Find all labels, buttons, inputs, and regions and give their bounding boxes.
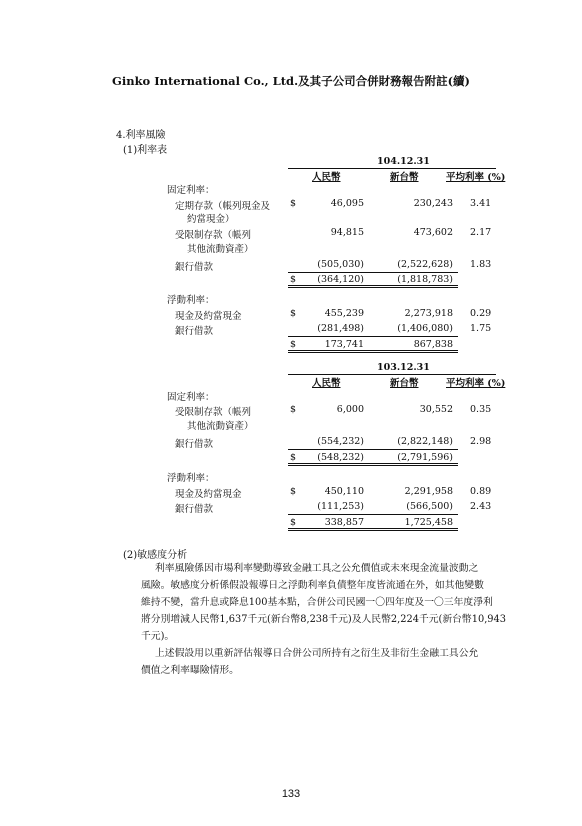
table-date: 104.12.31	[377, 156, 430, 167]
rate-value: 2.17	[470, 227, 492, 238]
floating-rate-label: 浮動利率：	[167, 295, 215, 306]
floating-rate-label: 浮動利率：	[167, 473, 215, 484]
subtotal-rule	[288, 449, 458, 450]
rate-value: 1.75	[470, 323, 492, 334]
currency-symbol: $	[290, 486, 297, 497]
twd-value: 2,291,958	[404, 486, 453, 497]
row-label: 受限制存款（帳列	[175, 407, 252, 418]
total-double-rule	[288, 350, 458, 353]
rmb-total: (364,120)	[317, 274, 364, 285]
rate-value: 0.29	[470, 308, 492, 319]
paragraph-line: 千元)。	[141, 631, 175, 642]
rmb-value: 450,110	[324, 486, 364, 497]
paragraph-line: 價值之利率曝險情形。	[141, 665, 239, 676]
twd-value: (1,406,080)	[397, 323, 453, 334]
twd-total: 1,725,458	[404, 517, 453, 528]
row-label: 銀行借款	[175, 262, 214, 273]
row-label-cont: 約當現金）	[187, 214, 235, 225]
rmb-total: (548,232)	[317, 452, 364, 463]
rate-value: 2.98	[470, 436, 492, 447]
paragraph-line: 維持不變，當升息或降息100基本點，合併公司民國一〇四年度及一〇三年度淨利	[141, 597, 493, 608]
total-double-rule	[288, 528, 458, 531]
twd-value: 473,602	[413, 227, 453, 238]
subsection-heading: (1)利率表	[123, 145, 168, 156]
currency-symbol: $	[290, 339, 297, 350]
rmb-value: (505,030)	[317, 259, 364, 270]
rmb-value: (554,232)	[317, 436, 364, 447]
rate-value: 0.89	[470, 486, 492, 497]
col-header-twd: 新台幣	[390, 172, 419, 183]
total-double-rule	[288, 285, 458, 288]
rmb-total: 173,741	[324, 339, 364, 350]
twd-value: (566,500)	[406, 501, 453, 512]
row-label: 銀行借款	[175, 439, 214, 450]
currency-symbol: $	[290, 308, 297, 319]
section-heading: 4.利率風險	[116, 130, 166, 141]
row-label: 受限制存款（帳列	[175, 230, 252, 241]
rmb-value: 46,095	[330, 198, 364, 209]
col-header-rate: 平均利率 (%)	[446, 378, 506, 389]
currency-symbol: $	[290, 517, 297, 528]
currency-symbol: $	[290, 452, 297, 463]
twd-total: (2,791,596)	[397, 452, 453, 463]
page-number: 133	[281, 788, 301, 800]
row-label: 銀行借款	[175, 504, 214, 515]
col-header-rmb: 人民幣	[312, 378, 341, 389]
subtotal-rule	[288, 336, 458, 337]
row-label-cont: 其他流動資產）	[187, 244, 254, 255]
rate-value: 0.35	[470, 404, 492, 415]
row-label: 現金及約當現金	[175, 311, 242, 322]
row-label: 現金及約當現金	[175, 489, 242, 500]
currency-symbol: $	[290, 274, 297, 285]
rmb-value: (281,498)	[317, 323, 364, 334]
twd-value: (2,522,628)	[397, 259, 453, 270]
col-header-rate: 平均利率 (%)	[446, 172, 506, 183]
row-label: 定期存款（帳列現金及	[175, 201, 271, 212]
fixed-rate-label: 固定利率：	[167, 392, 215, 403]
subtotal-rule	[288, 272, 458, 273]
row-label-cont: 其他流動資產）	[187, 421, 254, 432]
paragraph-line: 風險。敏感度分析係假設報導日之浮動利率負債整年度皆流通在外，如其他變數	[141, 580, 484, 591]
total-double-rule	[288, 463, 458, 466]
rmb-value: 94,815	[330, 227, 364, 238]
paragraph-line: 將分別增減人民幣1,637千元(新台幣8,238千元)及人民幣2,224千元(新台幣10,943	[141, 614, 507, 625]
twd-value: 30,552	[419, 404, 453, 415]
rmb-value: 455,239	[324, 308, 364, 319]
fixed-rate-label: 固定利率：	[167, 185, 215, 196]
rate-value: 1.83	[470, 259, 492, 270]
sensitivity-heading: (2)敏感度分析	[123, 550, 188, 561]
twd-total: (1,818,783)	[397, 274, 453, 285]
col-header-rmb: 人民幣	[312, 172, 341, 183]
table-date: 103.12.31	[377, 362, 430, 373]
currency-symbol: $	[290, 404, 297, 415]
sensitivity-paragraph	[141, 560, 525, 679]
page-title: Ginko International Co., Ltd.及其子公司合併財務報告附註(續)	[112, 74, 470, 88]
row-label: 銀行借款	[175, 326, 214, 337]
rate-value: 2.43	[470, 501, 492, 512]
col-header-twd: 新台幣	[390, 378, 419, 389]
paragraph-line: 利率風險係因市場利率變動導致金融工具之公允價值或未來現金流量波動之	[155, 563, 479, 574]
currency-symbol: $	[290, 198, 297, 209]
twd-total: 867,838	[413, 339, 453, 350]
rmb-value: 6,000	[336, 404, 364, 415]
paragraph-line: 上述假設用以重新評估報導日合併公司所持有之衍生及非衍生金融工具公允	[155, 648, 479, 659]
twd-value: 2,273,918	[404, 308, 453, 319]
rate-value: 3.41	[470, 198, 492, 209]
subtotal-rule	[288, 514, 458, 515]
twd-value: (2,822,148)	[397, 436, 453, 447]
rmb-total: 338,857	[324, 517, 364, 528]
rmb-value: (111,253)	[317, 501, 364, 512]
twd-value: 230,243	[413, 198, 453, 209]
